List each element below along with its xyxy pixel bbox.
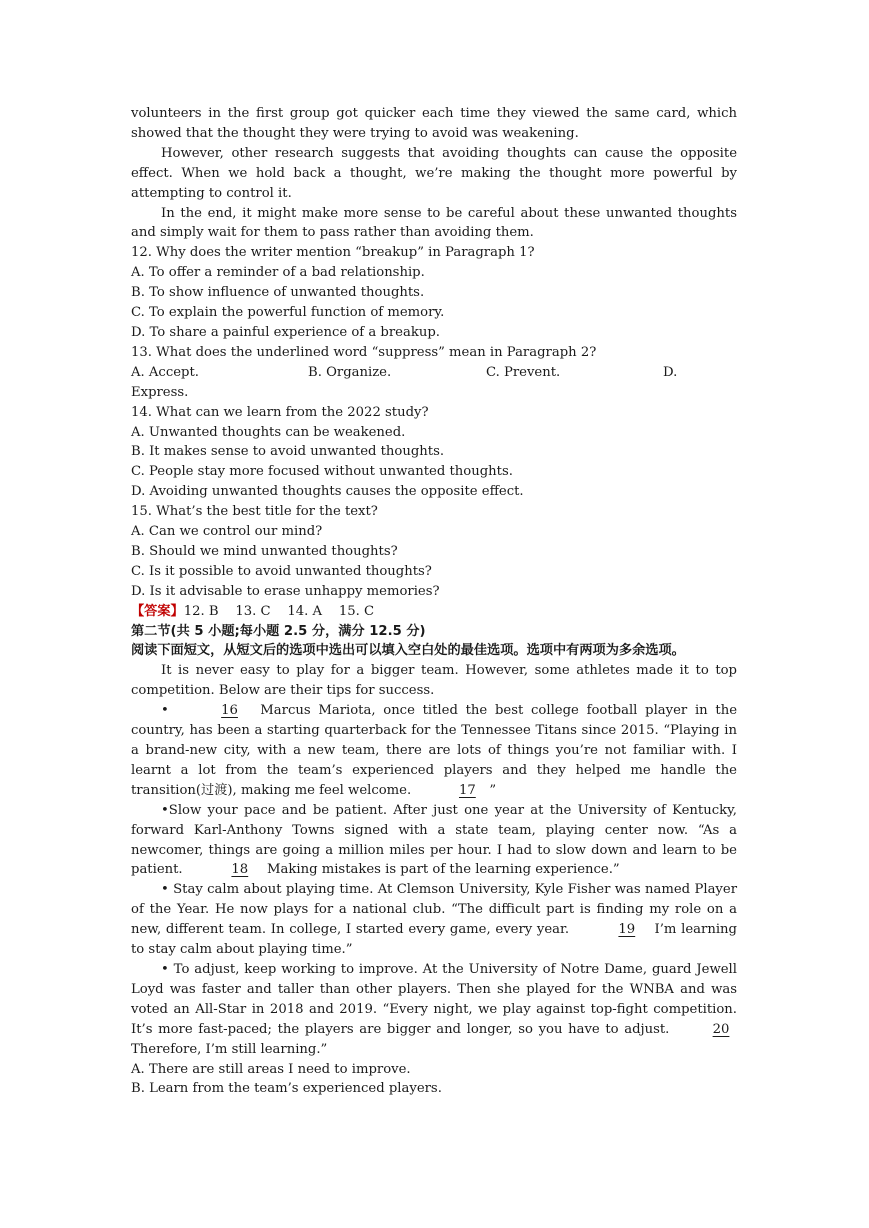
tip-text: •Slow your pace and be patient. After just one year at the University of Kentucky, forward Karl-Anthony Towns signed with a state team, playing center now. “As a newcomer, things are going a million miles per hour. I had to slow down and learn to be patient.	[131, 802, 737, 878]
option: C. To explain the powerful function of memory.	[131, 305, 445, 321]
option: B. It makes sense to avoid unwanted thoughts.	[131, 444, 445, 460]
option: D. Is it advisable to erase unhappy memories?	[131, 583, 440, 599]
answer-tag: 【答案】	[131, 603, 184, 619]
blank-20: 20	[712, 1021, 730, 1037]
option: D. Avoiding unwanted thoughts causes the opposite effect.	[131, 484, 524, 500]
bullet: •	[161, 703, 169, 719]
tip-text: Making mistakes is part of the learning experience.”	[262, 862, 620, 878]
section-instructions: 阅读下面短文，从短文后的选项中选出可以填入空白处的最佳选项。选项中有两项为多余选项。	[131, 643, 685, 659]
answer-text: 12. B 13. C 14. A 15. C	[183, 603, 375, 619]
intro-paragraph: It is never easy to play for a bigger team. However, some athletes made it to top competition. Below are their tips for success.	[131, 663, 737, 699]
tip-paragraph-1	[131, 701, 737, 801]
option: C. Prevent.	[486, 364, 561, 380]
tip-paragraph-3	[131, 880, 737, 960]
answer-line	[131, 602, 737, 622]
option: D.	[663, 364, 678, 380]
blank-19: 19	[618, 922, 636, 938]
passage-paragraph: However, other research suggests that avoiding thoughts can cause the opposite effect. When we hold back a thought, we’re making the thought more powerful by attempting to control it.	[131, 145, 737, 201]
document-page	[131, 104, 737, 1099]
passage-paragraph: In the end, it might make more sense to be careful about these unwanted thoughts and simply wait for them to pass rather than avoiding them.	[131, 205, 737, 241]
option: A. Can we control our mind?	[131, 524, 323, 540]
tip-text: • Stay calm about playing time. At Clemson University, Kyle Fisher was named Player of the Year. He now plays for a national club. “The difficult part is finding my role on a new, different team. In college, I started every game, every year.	[131, 882, 737, 938]
question-stem: 14. What can we learn from the 2022 study?	[131, 404, 429, 420]
option: A. Accept.	[131, 364, 199, 380]
option: C. Is it possible to avoid unwanted thoughts?	[131, 563, 432, 579]
option-row	[131, 363, 737, 383]
option: C. People stay more focused without unwanted thoughts.	[131, 464, 513, 480]
question-stem: 15. What’s the best title for the text?	[131, 504, 378, 520]
tip-text: • To adjust, keep working to improve. At the University of Notre Dame, guard Jewell Loyd was faster and taller than other players. Then she played for the WNBA and was voted an All-Star in 2018 and 2019. “Every night, we play against top-fight competition. It’s more fast-paced; the players are bigger and longer, so you have to adjust.	[131, 961, 737, 1037]
option: D. To share a painful experience of a breakup.	[131, 324, 440, 340]
option: B. To show influence of unwanted thoughts.	[131, 285, 425, 301]
blank-16: 16	[221, 703, 238, 719]
question-stem: 13. What does the underlined word “suppress” mean in Paragraph 2?	[131, 344, 597, 360]
choice-option: A. There are still areas I need to improve.	[131, 1061, 411, 1077]
option: B. Organize.	[308, 364, 392, 380]
blank-17: 17	[458, 782, 476, 798]
passage-paragraph: volunteers in the first group got quicker each time they viewed the same card, which showed that the thought they were trying to avoid was weakening.	[131, 106, 737, 141]
option: B. Should we mind unwanted thoughts?	[131, 543, 398, 559]
quote-close: ”	[489, 782, 497, 798]
option: A. To offer a reminder of a bad relationship.	[131, 265, 425, 281]
tip-paragraph-2	[131, 801, 737, 881]
choice-option: B. Learn from the team’s experienced players.	[131, 1081, 442, 1097]
tip-text: Therefore, I’m still learning.”	[131, 1041, 328, 1057]
blank-18: 18	[231, 862, 249, 878]
section-heading: 第二节(共 5 小题;每小题 2.5 分，满分 12.5 分)	[131, 623, 426, 639]
tip-paragraph-4	[131, 960, 737, 1060]
tip-text: Marcus Mariota, once titled the best college football player in the country, has been a starting quarterback for the Tennessee Titans since 2015. “Playing in a brand-new city, with a new team, there are lots of things you’re not familiar with. I learnt a lot from the team’s experienced players and they helped me handle the transition(过渡), making me feel welcome.	[131, 703, 737, 798]
option: Express.	[131, 384, 189, 400]
tip-text: I’m learning to stay calm about playing time.”	[131, 922, 737, 958]
option: A. Unwanted thoughts can be weakened.	[131, 424, 406, 440]
question-stem: 12. Why does the writer mention “breakup” in Paragraph 1?	[131, 245, 535, 261]
